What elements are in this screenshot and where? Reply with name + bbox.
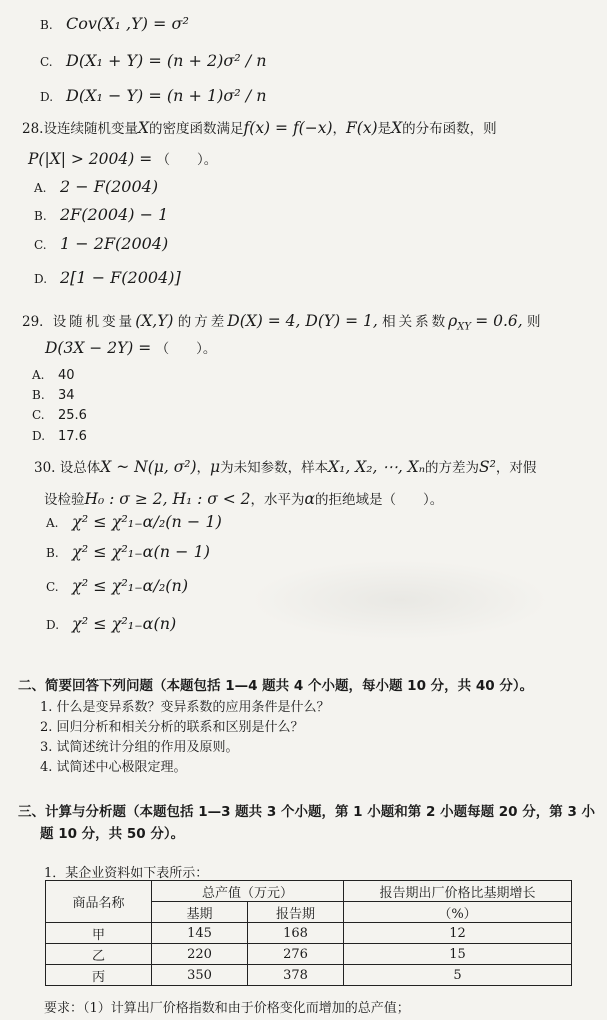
q29-option-c: C. 25.6 [32, 408, 87, 423]
section3-item-1: 1．某企业资料如下表所示： [44, 866, 209, 881]
q30-option-a: A. χ² ≤ χ²₁₋α/₂(n − 1) [46, 512, 222, 531]
enterprise-data-table [45, 880, 572, 986]
q28-option-c: C. 1 − 2F(2004) [34, 234, 169, 253]
q27-option-c: C. D(X₁ + Y) = (n + 2)σ² / n [40, 51, 267, 70]
table-row [46, 923, 572, 944]
q29-stem-line2: D(3X − 2Y) = （ ）。 [45, 339, 217, 357]
base-value: 145 [152, 923, 248, 944]
section3-title-line1: 三、计算与分析题（本题包括 1—3 题共 3 个小题，第 1 小题和第 2 小题每题 20 分，第 3 小 [18, 804, 596, 820]
product-name: 丙 [46, 965, 152, 986]
q28-stem-line1: 28.设连续随机变量X的密度函数满足f(x) = f(−x)，F(x)是X的分布函数，则 [22, 119, 497, 137]
product-name: 甲 [46, 923, 152, 944]
scan-smudge [250, 560, 550, 640]
q29-option-a: A. 40 [32, 368, 75, 383]
base-value: 350 [152, 965, 248, 986]
section2-item-2: 2. 回归分析和相关分析的联系和区别是什么？ [40, 720, 304, 735]
q30-option-c: C. χ² ≤ χ²₁₋α/₂(n) [46, 576, 189, 595]
growth-value: 12 [344, 923, 572, 944]
section2-title: 二、简要回答下列问题（本题包括 1—4 题共 4 个小题，每小题 10 分，共 40 分）。 [18, 678, 534, 694]
growth-value: 5 [344, 965, 572, 986]
q30-option-b: B. χ² ≤ χ²₁₋α(n − 1) [46, 542, 211, 561]
product-name: 乙 [46, 944, 152, 965]
section2-item-3: 3. 试简述统计分组的作用及原则。 [40, 740, 239, 755]
section2-item-4: 4. 试简述中心极限定理。 [40, 760, 187, 775]
section2-item-1: 1. 什么是变异系数？变异系数的应用条件是什么？ [40, 700, 330, 715]
q27-option-b: B. Cov(X₁ ,Y) = σ² [40, 14, 189, 33]
table-row [46, 944, 572, 965]
header-product-name: 商品名称 [46, 881, 152, 923]
q28-option-d: D. 2[1 − F(2004)] [34, 268, 181, 287]
header-base-period: 基期 [152, 902, 248, 923]
q28-stem-line2: P(|X| > 2004) = （ ）。 [28, 150, 218, 168]
report-value: 168 [248, 923, 344, 944]
q30-stem-line2: 设检验H₀ : σ ≥ 2, H₁ : σ < 2，水平为α的拒绝域是（ ）。 [44, 490, 444, 508]
section3-title-line2: 题 10 分，共 50 分）。 [40, 826, 185, 842]
q29-option-d: D. 17.6 [32, 429, 87, 444]
section3-requirement: 要求：（1）计算出厂价格指数和由于价格变化而增加的总产值； [44, 1001, 410, 1016]
header-price-growth: 报告期出厂价格比基期增长 [344, 881, 572, 902]
q27-option-d: D. D(X₁ − Y) = (n + 1)σ² / n [40, 86, 267, 105]
q28-option-b: B. 2F(2004) − 1 [34, 205, 169, 224]
q30-stem-line1: 30. 设总体X ~ N(μ, σ²)，μ为未知参数，样本X₁, X₂, ⋯, Xₙ的方差为S²，对假 [34, 458, 537, 476]
q30-option-d: D. χ² ≤ χ²₁₋α(n) [46, 614, 177, 633]
growth-value: 15 [344, 944, 572, 965]
header-total-output: 总产值（万元） [152, 881, 344, 902]
q28-option-a: A. 2 − F(2004) [34, 177, 159, 196]
header-growth-unit: （%） [344, 902, 572, 923]
report-value: 378 [248, 965, 344, 986]
table-row [46, 965, 572, 986]
report-value: 276 [248, 944, 344, 965]
base-value: 220 [152, 944, 248, 965]
header-report-period: 报告期 [248, 902, 344, 923]
q29-stem-line1: 29．设随机变量(X,Y) 的方差D(X) = 4, D(Y) = 1, 相关系数$\rho_{XY} = 0.6$, 则 [22, 312, 541, 333]
q29-option-b: B. 34 [32, 388, 75, 403]
